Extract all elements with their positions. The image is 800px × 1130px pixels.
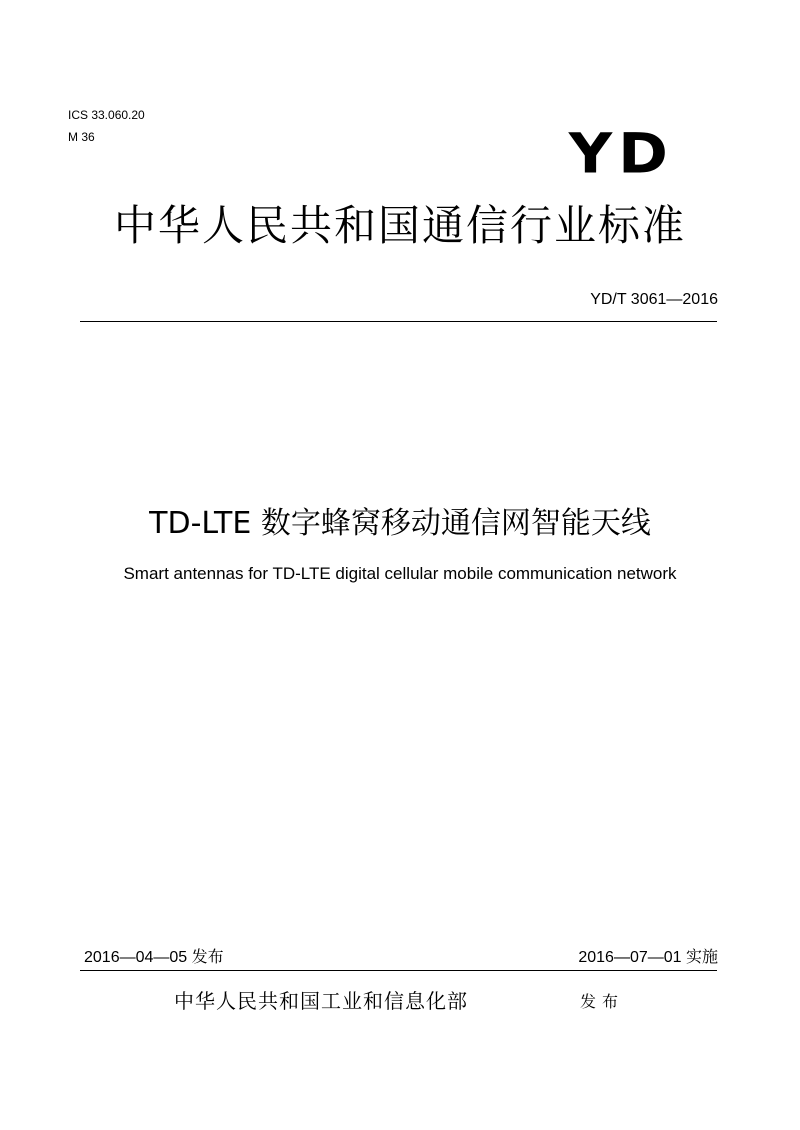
- yd-logo: YD: [568, 121, 674, 187]
- issue-date: 2016—04—05 发布: [84, 949, 224, 966]
- standard-category-title: 中华人民共和国通信行业标准: [113, 201, 686, 250]
- issuer-action: 发布: [580, 992, 625, 1011]
- standard-number: YD/T 3061—2016: [590, 291, 718, 308]
- implementation-date: 2016—07—01 实施: [578, 949, 718, 966]
- issuer-name: 中华人民共和国工业和信息化部: [174, 989, 468, 1013]
- footer-divider: [80, 970, 717, 971]
- header-divider: [80, 321, 717, 322]
- document-title-cn: TD-LTE 数字蜂窝移动通信网智能天线: [149, 506, 651, 541]
- document-title-en: Smart antennas for TD-LTE digital cellular mobile communication network: [123, 564, 677, 583]
- ics-code: ICS 33.060.20: [68, 108, 145, 122]
- ccs-code: M 36: [68, 130, 95, 144]
